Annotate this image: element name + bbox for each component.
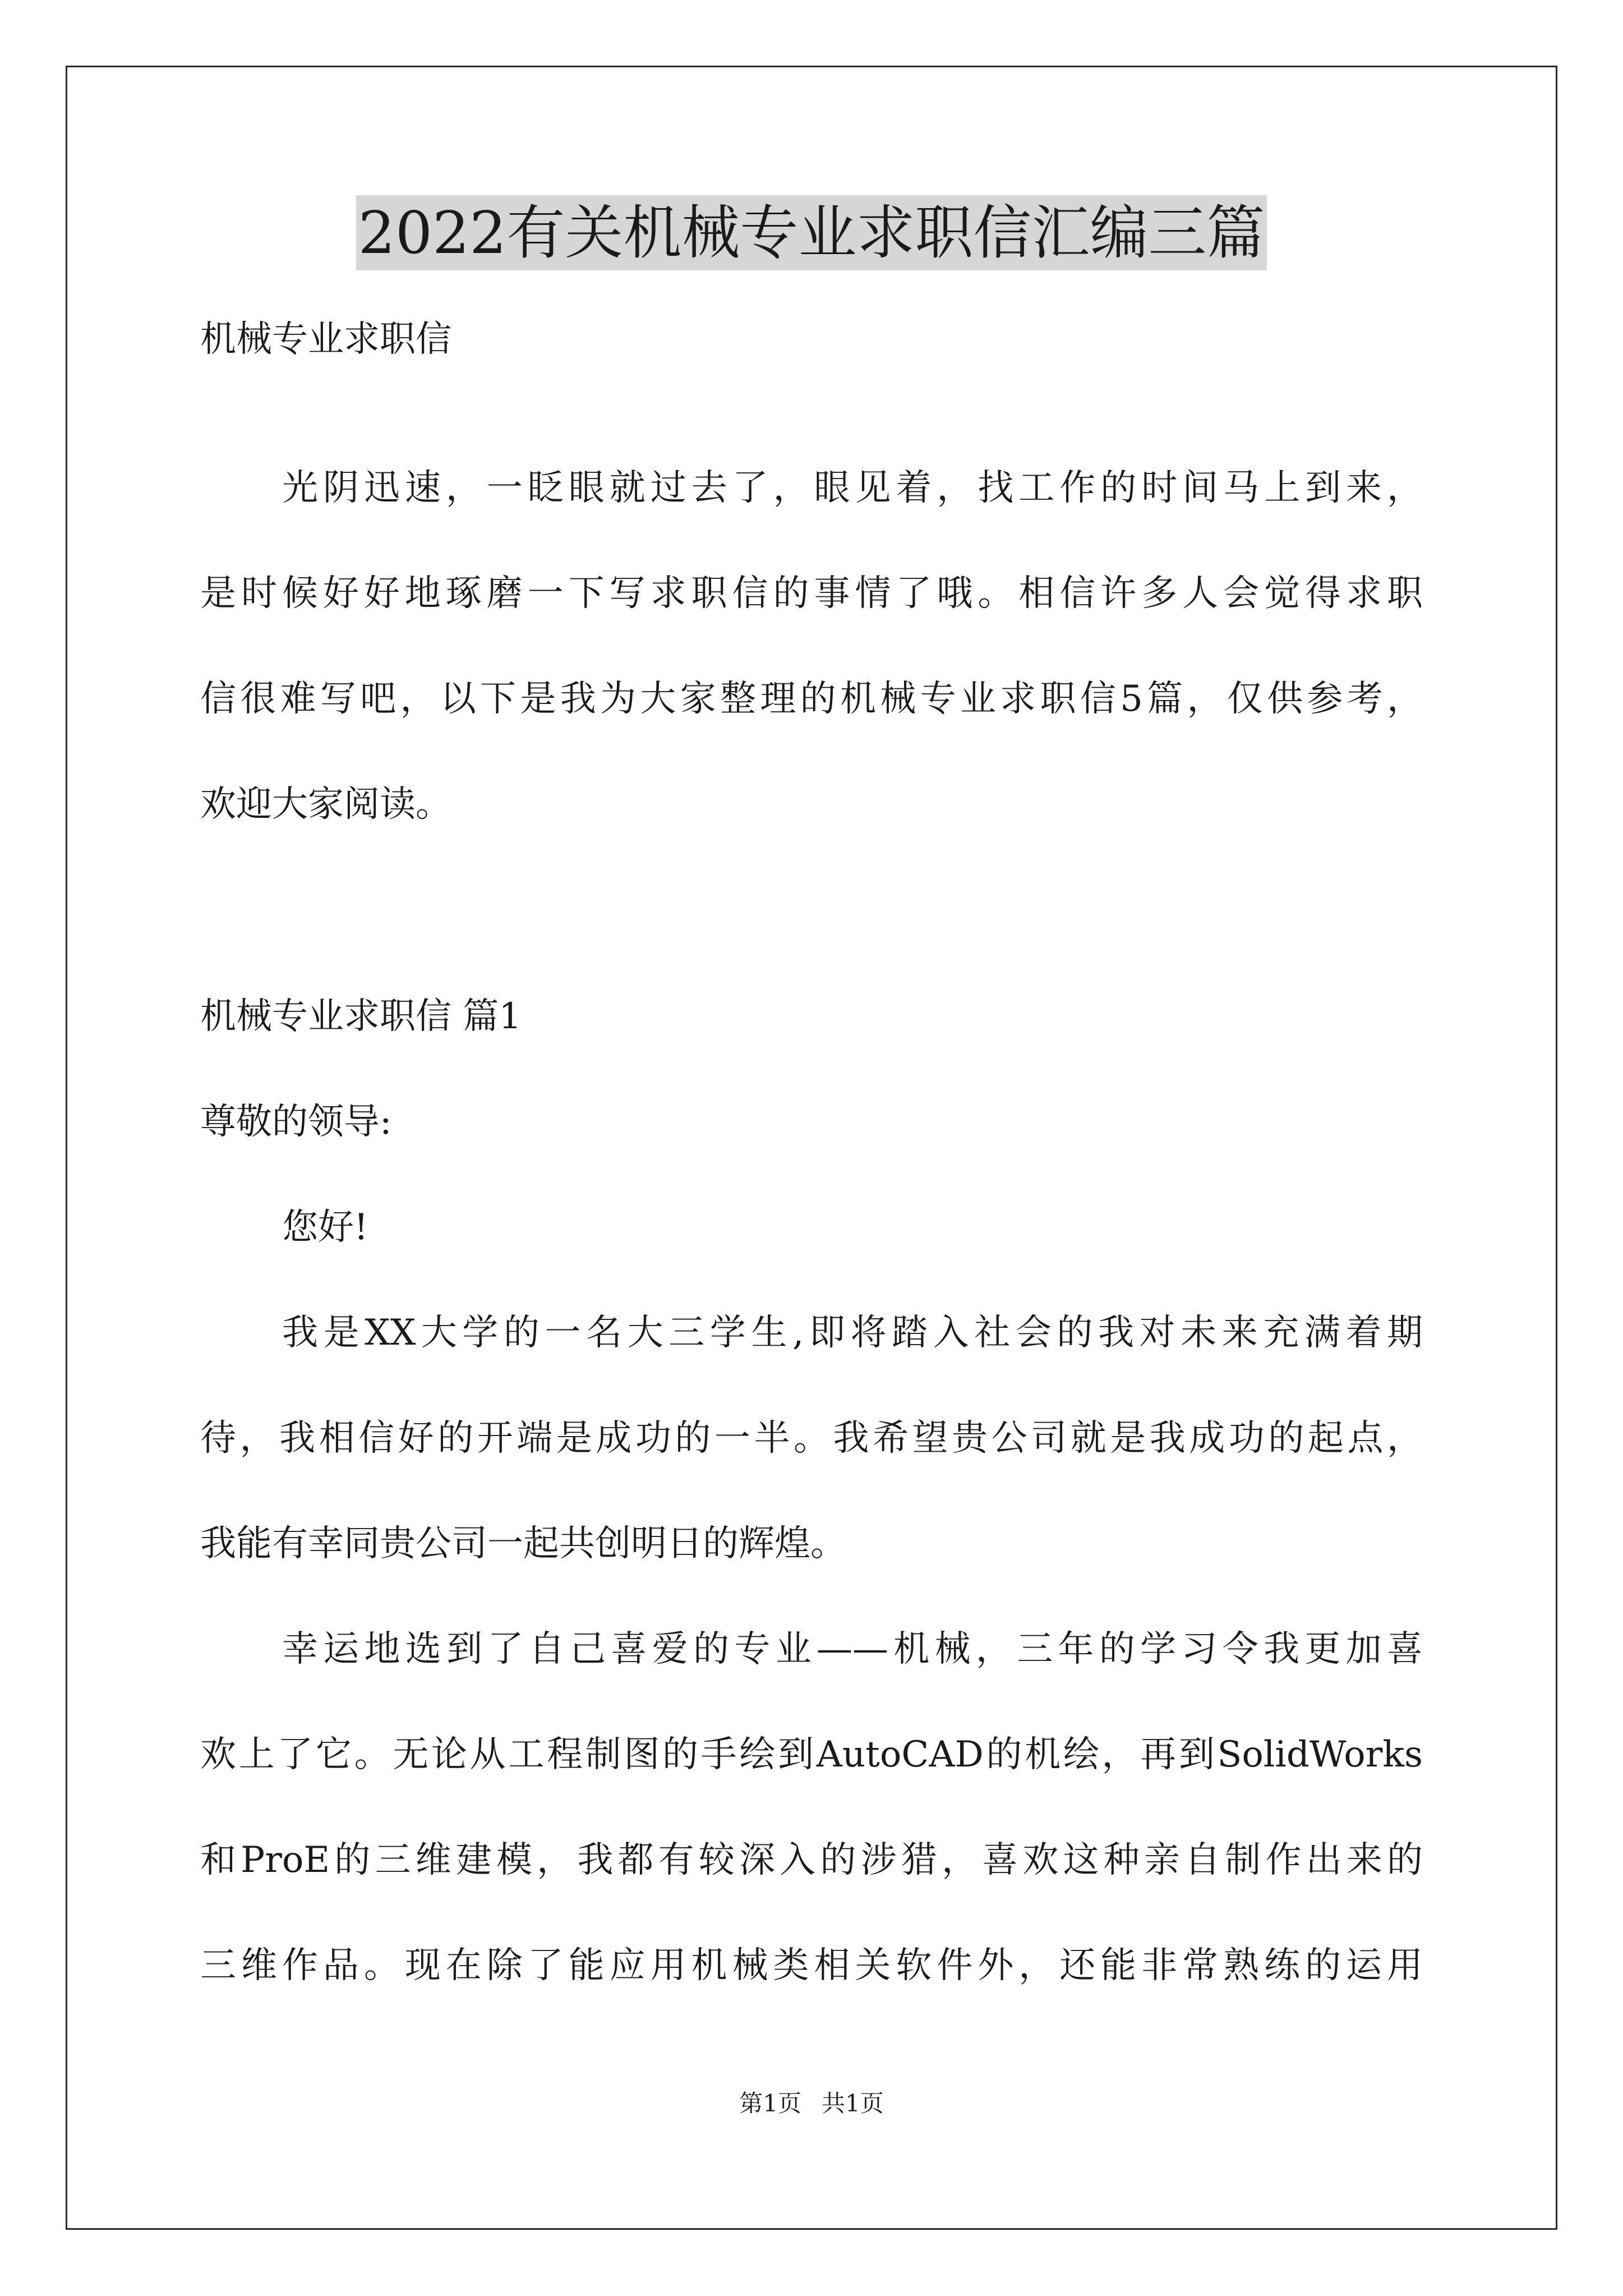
paragraph-line: 和ProE的三维建模，我都有较深入的涉猎，喜欢这种亲自制作出来的	[200, 1839, 1423, 1881]
section-heading: 机械专业求职信 篇1	[200, 996, 522, 1037]
paragraph-line: 我是XX大学的一名大三学生,即将踏入社会的我对未来充满着期	[282, 1312, 1423, 1354]
paragraph-line: 光阴迅速，一眨眼就过去了，眼见着，找工作的时间马上到来，	[282, 467, 1423, 509]
paragraph-line: 待，我相信好的开端是成功的一半。我希望贵公司就是我成功的起点，	[200, 1418, 1423, 1459]
page-total: 共1页	[822, 2090, 884, 2117]
paragraph-line: 欢迎大家阅读。	[200, 784, 451, 825]
paragraph-line: 欢上了它。无论从工程制图的手绘到AutoCAD的机绘，再到SolidWorks	[200, 1734, 1423, 1775]
paragraph-line: 三维作品。现在除了能应用机械类相关软件外，还能非常熟练的运用	[200, 1945, 1423, 1986]
paragraph-line: 幸运地选到了自己喜爱的专业——机械，三年的学习令我更加喜	[282, 1628, 1423, 1670]
paragraph-line: 我能有幸同贵公司一起共创明日的辉煌。	[200, 1523, 846, 1565]
page-border	[66, 66, 1557, 2230]
paragraph-line: 信很难写吧，以下是我为大家整理的机械专业求职信5篇，仅供参考，	[200, 678, 1423, 720]
salutation: 尊敬的领导:	[200, 1101, 392, 1143]
section-heading: 机械专业求职信	[200, 319, 451, 360]
page-number: 第1页	[739, 2090, 801, 2117]
page-footer	[0, 2087, 1623, 2120]
document-title	[0, 196, 1623, 269]
greeting: 您好!	[282, 1207, 368, 1248]
paragraph-line: 是时候好好地琢磨一下写求职信的事情了哦。相信许多人会觉得求职	[200, 573, 1423, 614]
document-title-text: 2022有关机械专业求职信汇编三篇	[356, 195, 1267, 270]
